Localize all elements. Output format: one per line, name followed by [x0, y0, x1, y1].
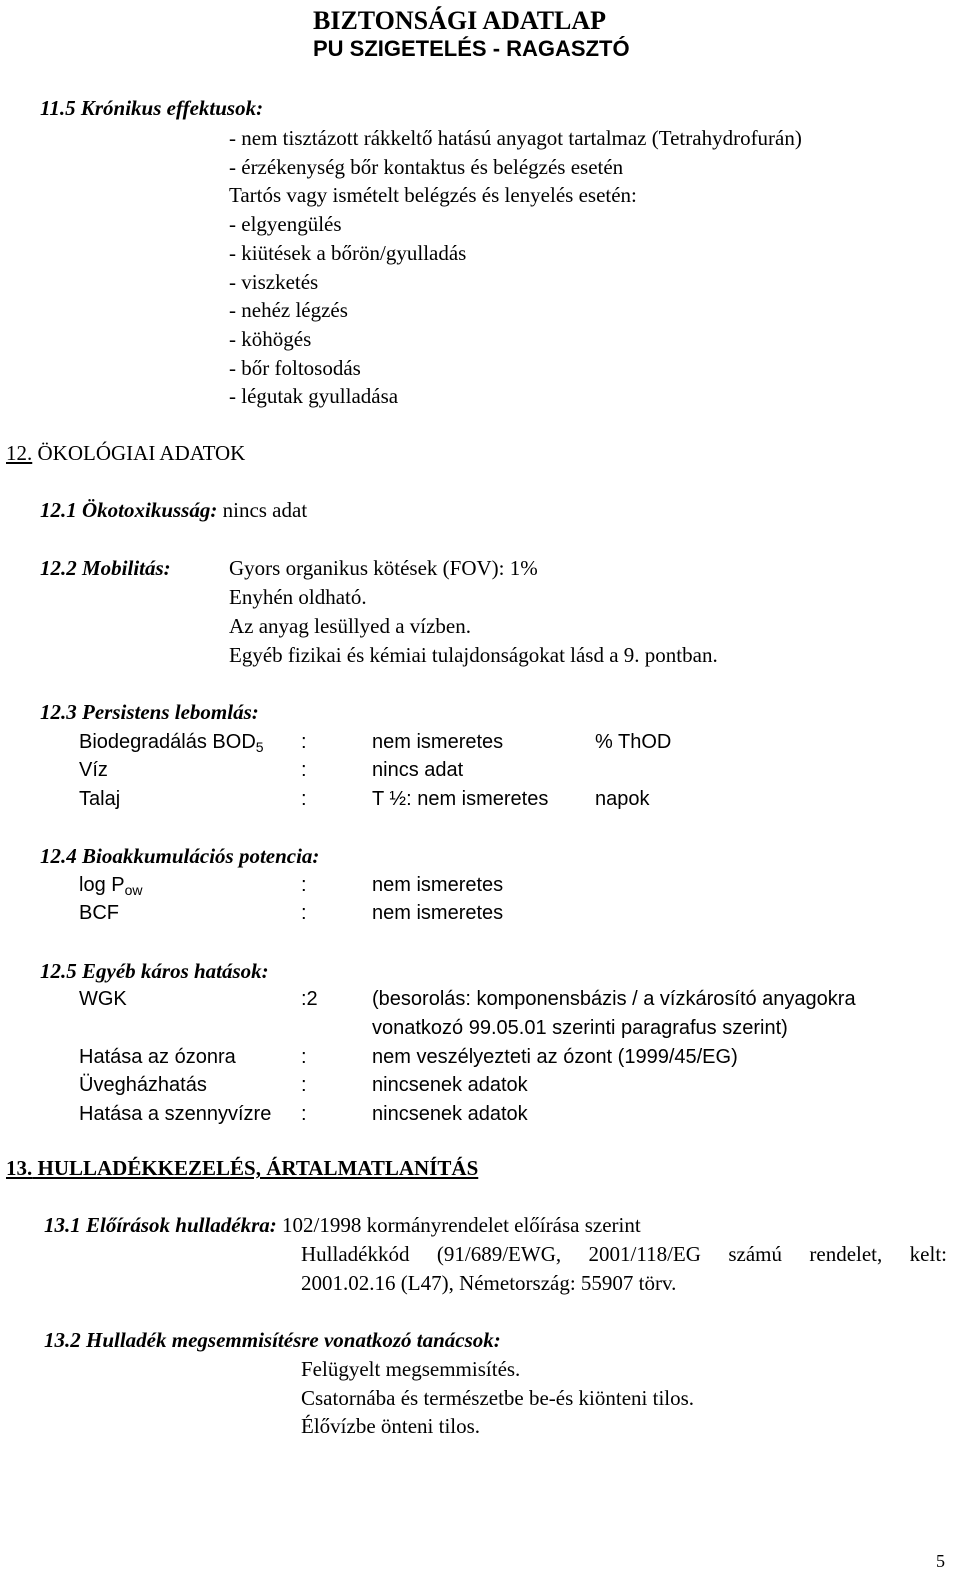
bioaccumulation-row-sep: :: [301, 902, 307, 924]
wgk-value-line: vonatkozó 99.05.01 szerinti paragrafus szerint): [372, 1017, 788, 1039]
persistence-row-value: nem ismeretes: [372, 731, 504, 753]
section-12-5-label: 12.5 Egyéb káros hatások:: [40, 959, 269, 983]
document-title: BIZTONSÁGI ADATLAP: [313, 6, 607, 35]
effect-row-value: nincsenek adatok: [372, 1103, 528, 1125]
section-13-title: HULLADÉKKEZELÉS, ÁRTALMATLANÍTÁS: [37, 1156, 479, 1180]
list-item: - bőr foltosodás: [229, 356, 361, 380]
list-item: - köhögés: [229, 327, 312, 351]
bioaccumulation-row-name: BCF: [79, 902, 119, 924]
bioaccumulation-row-sep: :: [301, 874, 307, 896]
mobility-line: Egyéb fizikai és kémiai tulajdonságokat lásd a 9. pontban.: [229, 643, 718, 667]
list-item: - nehéz légzés: [229, 298, 348, 322]
effect-row-name: Hatása az ózonra: [79, 1046, 236, 1068]
list-item: - nem tisztázott rákkeltő hatású anyagot tartalmaz (Tetrahydrofurán): [229, 126, 802, 150]
effect-row-sep: :: [301, 1074, 307, 1096]
list-item: - viszketés: [229, 270, 319, 294]
persistence-row-name: Biodegradálás $BOD_5$: [79, 731, 264, 755]
persistence-row-sep: :: [301, 759, 307, 781]
effect-row-value: nem veszélyezteti az ózont (1999/45/EG): [372, 1046, 738, 1068]
section-13-1: [44, 1215, 641, 1236]
disposal-advice-line: Csatornába és természetbe be-és kiönteni tilos.: [301, 1386, 695, 1410]
persistence-row-value: nincs adat: [372, 759, 464, 781]
effect-row-name: Üvegházhatás: [79, 1074, 207, 1096]
section-13-2-label: 13.2 Hulladék megsemmisítésre vonatkozó tanácsok:: [44, 1328, 501, 1352]
list-item: - érzékenység bőr kontaktus és belégzés esetén: [229, 155, 624, 179]
list-item: - elgyengülés: [229, 212, 342, 236]
persistence-row-sep: :: [301, 731, 307, 753]
section-12-number: 12.: [6, 441, 33, 465]
list-item: - kiütések a bőrön/gyulladás: [229, 241, 467, 265]
section-13-number: 13.: [6, 1156, 33, 1180]
waste-code-line: 2001.02.16 (L47), Németország: 55907 törv.: [301, 1271, 677, 1295]
bioaccumulation-row-name: $\log P_{ow}$: [79, 874, 143, 898]
persistence-row-name: Talaj: [79, 788, 121, 810]
document-subtitle: PU SZIGETELÉS - RAGASZTÓ: [313, 36, 630, 61]
persistence-row-sep: :: [301, 788, 307, 810]
mobility-line: Az anyag lesüllyed a vízben.: [229, 614, 471, 638]
section-12-2-label: 12.2 Mobilitás:: [40, 556, 171, 580]
disposal-advice-line: Élővízbe önteni tilos.: [301, 1414, 481, 1438]
list-item: - légutak gyulladása: [229, 384, 399, 408]
persistence-row-name: Víz: [79, 759, 108, 781]
bioaccumulation-row-value: nem ismeretes: [372, 902, 504, 924]
wgk-class: :2: [301, 988, 318, 1010]
section-12-3-label: 12.3 Persistens lebomlás:: [40, 700, 259, 724]
effect-row-name: Hatása a szennyvízre: [79, 1103, 272, 1125]
effect-row-sep: :: [301, 1046, 307, 1068]
section-13-heading: [6, 1158, 478, 1179]
mobility-line: Enyhén oldható.: [229, 585, 367, 609]
persistence-row-value: T ½: nem ismeretes: [372, 788, 549, 810]
disposal-advice-line: Felügyelt megsemmisítés.: [301, 1357, 521, 1381]
page-number: 5: [936, 1551, 945, 1571]
bioaccumulation-row-value: nem ismeretes: [372, 874, 504, 896]
section-12-1-value: nincs adat: [222, 498, 308, 522]
section-13-1-value: 102/1998 kormányrendelet előírása szerint: [282, 1213, 641, 1237]
section-12-title: ÖKOLÓGIAI ADATOK: [37, 441, 246, 465]
persistence-row-unit: napok: [595, 788, 650, 810]
list-item: Tartós vagy ismételt belégzés és lenyelés esetén:: [229, 183, 637, 207]
wgk-value-line: (besorolás: komponensbázis / a vízkárosító anyagokra: [372, 988, 856, 1010]
section-12-4-label: 12.4 Bioakkumulációs potencia:: [40, 844, 320, 868]
section-11-5-heading: 11.5 Krónikus effektusok:: [40, 96, 264, 120]
waste-code-line: Hulladékkód (91/689/EWG, 2001/118/EG számú rendelet, kelt:: [301, 1242, 947, 1266]
section-12-heading: [6, 443, 245, 464]
section-12-1-label: 12.1 Ökotoxikusság:: [40, 498, 218, 522]
persistence-row-unit: % ThOD: [595, 731, 672, 753]
effect-row-sep: :: [301, 1103, 307, 1125]
mobility-line: Gyors organikus kötések (FOV): 1%: [229, 556, 538, 580]
effect-row-value: nincsenek adatok: [372, 1074, 528, 1096]
section-13-1-label: 13.1 Előírások hulladékra:: [44, 1213, 277, 1237]
wgk-name: WGK: [79, 988, 127, 1010]
section-12-1: [40, 500, 307, 521]
